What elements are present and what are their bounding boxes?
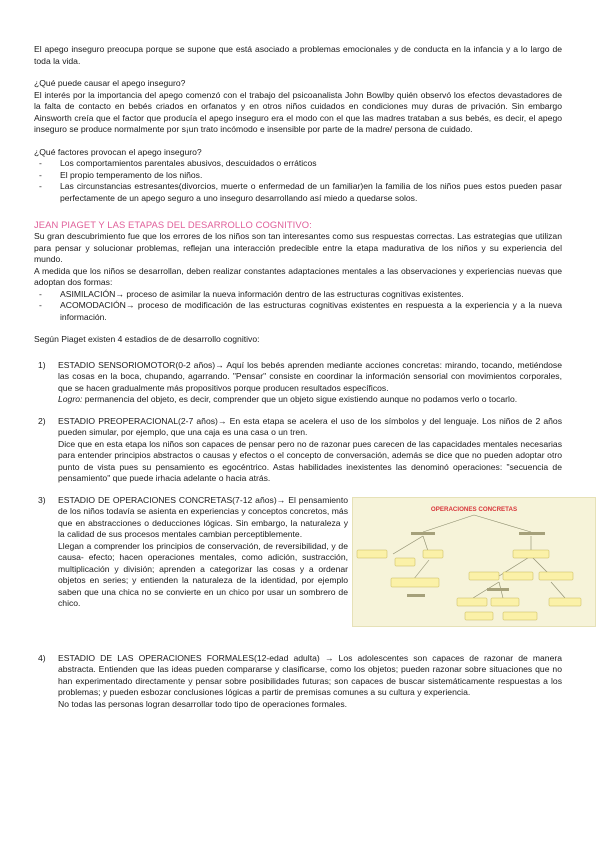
stage-text: ESTADIO DE LAS OPERACIONES FORMALES(12-edad adulta) → Los adolescentes son capaces de razonar de manera abstracta. Entienden que las ideas pueden compararse y clasificarse, como los objetos; pueden razonar sobre situaciones que no han experimentado directamente y pensar sobre posibilidades futuras; son capaces de buscar sistemáticamente respuestas a los problemas; y pueden esbozar conclusiones lógicas a partir de premisas comunes a su cultura y experiencia. xyxy=(58,652,562,697)
concept-map-node xyxy=(457,598,487,606)
factors-list xyxy=(34,158,562,204)
concept-map-nodes xyxy=(357,550,581,620)
concept-map-node xyxy=(395,558,415,566)
intro-paragraph-2: El interés por la importancia del apego comenzó con el trabajo del psicoanalista John Bowlby quién observó los efectos devastadores de la falta de contacto en bebés criados en orfanatos y en otros niños cuidados en condiciones muy duras de privación. Sin embargo Ainsworth creía que el factor que producía el apego inseguro era el modo con el que las madres trataban a sus bebés, es decir, el apego inseguro se produce normalmente por s¡un trato incómodo e insensible por parte de la madre/ persona de cuidado. xyxy=(34,89,562,134)
concept-map-node xyxy=(539,572,573,580)
concept-map-node xyxy=(513,550,549,558)
stage-operaciones-formales xyxy=(34,653,562,711)
list-item: - Los comportamientos parentales abusivos, descuidados o erráticos xyxy=(34,158,562,170)
question-causes: ¿Qué puede causar el apego inseguro? xyxy=(34,78,186,88)
list-item: - El propio temperamento de los niños. xyxy=(34,170,562,182)
stage-number: 1) xyxy=(38,359,46,370)
concept-map-image xyxy=(352,497,596,627)
concept-map-node xyxy=(503,572,533,580)
concept-map-node xyxy=(357,550,387,558)
stage-text-2: No todas las personas logran desarrollar todo tipo de operaciones formales. xyxy=(58,698,348,709)
concept-map-node xyxy=(465,612,493,620)
stage-text: ESTADIO SENSORIOMOTOR(0-2 años)→ Aquí los bebés aprenden mediante acciones concretas: mirando, tocando, metiéndose las cosas en la boca, chupando, agarrando. "Pensar" consiste en coordinar la información sensorial con movimientos corporales, que se hacen gradualmente más propositivos porque producen resultados específicos. xyxy=(58,359,562,393)
concept-map-node xyxy=(391,578,439,587)
piaget-paragraph-2: A medida que los niños se desarrollan, deben realizar constantes adaptaciones mentales a las observaciones y experiencias nuevas que adoptan dos formas: xyxy=(34,265,562,287)
concept-map-node xyxy=(549,598,581,606)
list-item: - Las circunstancias estresantes(divorcios, muerte o enfermedad de un familiar)en la familia de los niños pues estos pueden pasar perfectamente de un apego seguro a uno inseguro desarrollando así miedo a quedarse solos. xyxy=(34,181,562,204)
concept-map-node xyxy=(503,612,537,620)
stage-number: 4) xyxy=(38,652,46,663)
list-item: - ASIMILACIÓN→ proceso de asimilar la nueva información dentro de las estructuras cognitivas existentes. xyxy=(34,289,562,301)
stage-text: ESTADIO DE OPERACIONES CONCRETAS(7-12 años)→ El pensamiento de los niños todavía se asienta en experiencias y conceptos concretos, más que en abstracciones o deducciones lógicas. Sin embargo, la naturaleza y la calidad de sus procesos mentales cambian perceptiblemente. xyxy=(58,494,348,539)
stages-intro: Según Piaget existen 4 estadios de de desarrollo cognitivo: xyxy=(34,334,260,344)
concept-map-title: OPERACIONES CONCRETAS xyxy=(430,505,518,513)
adaptation-forms-list xyxy=(34,289,562,324)
piaget-section-title: JEAN PIAGET Y LAS ETAPAS DEL DESARROLLO COGNITIVO: xyxy=(34,219,312,230)
stage-number: 3) xyxy=(38,494,46,505)
concept-map-node xyxy=(491,598,519,606)
concept-map-svg xyxy=(353,498,595,626)
stage-sensoriomotor xyxy=(34,360,562,406)
question-factors: ¿Qué factores provocan el apego inseguro? xyxy=(34,146,202,157)
document-page xyxy=(34,44,562,710)
stage-text-2: Dice que en esta etapa los niños son capaces de pensar pero no de razonar pues carecen de las capacidades mentales necesarias para entender principios abstractos o causas y efectos o el concepto de conversación, además se dice que no pueden adoptar otro punto de vista pues su pensamiento es egocéntrico. Astas habilidades inexistentes las denominó operaciones: "secuencia de pensamiento" que puede irhacia adelante o hacia atrás. xyxy=(58,438,562,483)
intro-paragraph-1: El apego inseguro preocupa porque se supone que está asociado a problemas emocionales y de conducta en la infancia y a lo largo de toda la vida. xyxy=(34,44,562,66)
list-item: - ACOMODACIÓN→ proceso de modificación de las estructuras cognitivas existentes en respuesta a la experiencia y a la nueva información. xyxy=(34,300,562,323)
stage-preoperacional xyxy=(34,416,562,485)
stage-logro xyxy=(58,394,562,406)
stage-operaciones-concretas xyxy=(34,495,562,621)
stage-text: ESTADIO PREOPERACIONAL(2-7 años)→ En esta etapa se acelera el uso de los símbolos y del lenguaje. Los niños de 2 años pueden simular, por ejemplo, que una caja es una casa o un tren. xyxy=(58,415,562,437)
concept-map-node xyxy=(423,550,443,558)
stage-number: 2) xyxy=(38,415,46,426)
logro-text: permanencia del objeto, es decir, comprender que un objeto sigue existiendo aunque no podamos verlo o tocarlo. xyxy=(82,394,518,404)
piaget-paragraph-1: Su gran descubrimiento fue que los errores de los niños son tan interesantes como sus respuestas correctas. Las estrategias que utilizan para pensar y solucionar problemas, reflejan una interacción predecible entre la etapa madurativa de los niños y su experiencia del mundo. xyxy=(34,231,562,264)
logro-label: Logro: xyxy=(58,394,83,404)
stage-text-2: Llegan a comprender los principios de conservación, de reversibilidad, y de causa- efecto; hacen operaciones mentales, como adición, sustracción, multiplicación y división; aprenden a categorizar las cosas y a ordenar objetos en series; y entienden la naturaleza de la identidad, por ejemplo saben que una chica no se convierte en un chico por usar un sombrero de chico. xyxy=(58,540,348,608)
concept-map-node xyxy=(469,572,499,580)
